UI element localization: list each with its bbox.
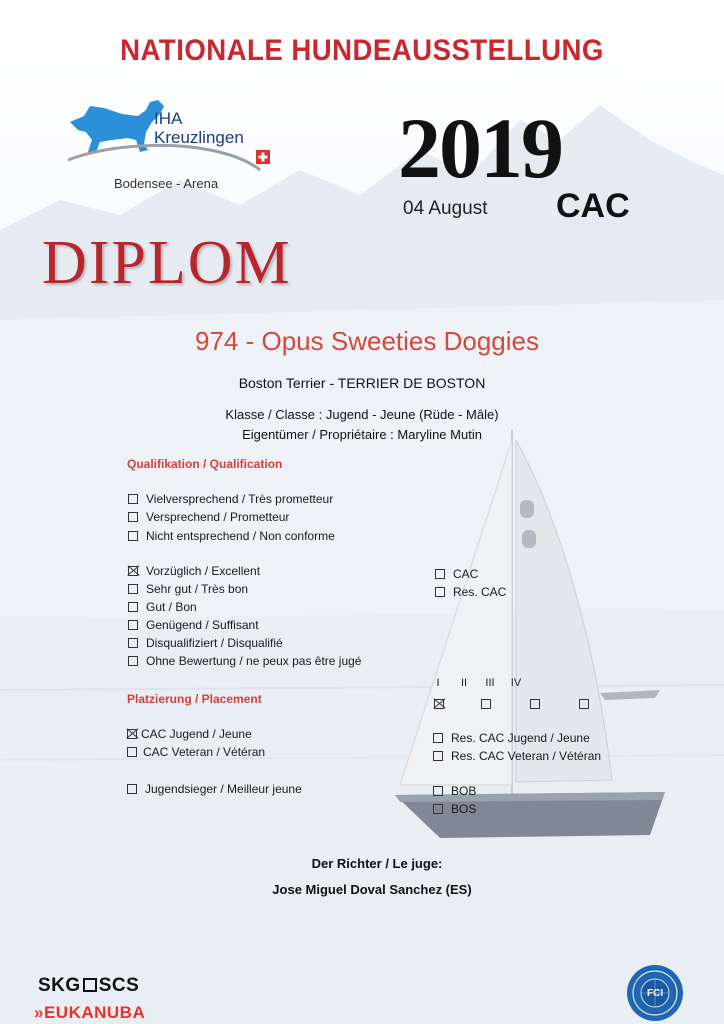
option-vielversprechend[interactable]: Vielversprechend / Très prometteur	[128, 492, 333, 506]
checkbox[interactable]	[435, 587, 445, 597]
option-disqualifiziert[interactable]: Disqualifiziert / Disqualifié	[128, 636, 283, 650]
checkbox-checked[interactable]	[127, 729, 137, 739]
option-gut[interactable]: Gut / Bon	[128, 600, 197, 614]
scs-text: SCS	[98, 975, 140, 996]
dog-name: 974 - Opus Sweeties Doggies	[195, 326, 539, 356]
logo-subtitle: Bodensee - Arena	[114, 176, 219, 191]
dog-class: Klasse / Classe : Jugend - Jeune (Rüde - Mâle)	[225, 407, 499, 422]
checkbox[interactable]	[433, 751, 443, 761]
judge-label: Der Richter / Le juge:	[311, 856, 443, 871]
rank-4-checkbox[interactable]	[579, 699, 589, 709]
option-res-cac[interactable]: Res. CAC	[435, 585, 506, 599]
checkbox[interactable]	[128, 531, 138, 541]
option-genuegend[interactable]: Genügend / Suffisant	[128, 618, 259, 632]
checkbox-checked[interactable]	[128, 566, 138, 576]
option-nicht-entsprechend[interactable]: Nicht entsprechend / Non conforme	[128, 529, 335, 543]
rank-1-checkbox-checked[interactable]	[434, 699, 444, 709]
checkbox[interactable]	[433, 804, 443, 814]
checkbox[interactable]	[128, 584, 138, 594]
rank-label-2: II	[460, 677, 468, 689]
checkbox[interactable]	[128, 512, 138, 522]
checkbox[interactable]	[128, 620, 138, 630]
checkbox[interactable]	[128, 602, 138, 612]
checkbox[interactable]	[433, 786, 443, 796]
option-cac-jugend[interactable]: CAC Jugend / Jeune	[127, 727, 252, 741]
option-ohne-bewertung[interactable]: Ohne Bewertung / ne peux pas être jugé	[128, 654, 361, 668]
skg-scs-emblem-icon	[83, 978, 97, 992]
option-cac-veteran[interactable]: CAC Veteran / Vétéran	[127, 745, 265, 759]
checkbox[interactable]	[128, 656, 138, 666]
diplom-heading: DIPLOM	[42, 229, 292, 297]
checkbox[interactable]	[128, 494, 138, 504]
option-bos[interactable]: BOS	[433, 802, 476, 816]
rank-label-1: I	[436, 677, 440, 689]
option-sehr-gut[interactable]: Sehr gut / Très bon	[128, 582, 248, 596]
fci-text: FCI	[647, 988, 664, 999]
award-type: CAC	[556, 187, 630, 225]
checkbox[interactable]	[127, 784, 137, 794]
skg-scs-logo	[38, 975, 139, 997]
option-vorzueglich[interactable]: Vorzüglich / Excellent	[128, 564, 260, 578]
skg-text: SKG	[38, 975, 81, 996]
rank-label-4: IV	[510, 677, 522, 689]
option-versprechend[interactable]: Versprechend / Prometteur	[128, 510, 289, 524]
option-res-cac-veteran[interactable]: Res. CAC Veteran / Vétéran	[433, 749, 601, 763]
eukanuba-logo: »EUKANUBA	[34, 1003, 146, 1022]
checkbox[interactable]	[433, 733, 443, 743]
logo-text-kreuzlingen: Kreuzlingen	[154, 128, 244, 147]
logo-text-iha: IHA	[154, 109, 183, 128]
checkbox[interactable]	[127, 747, 137, 757]
page-title: NATIONALE HUNDEAUSSTELLUNG	[120, 34, 604, 67]
checkbox[interactable]	[435, 569, 445, 579]
rank-3-checkbox[interactable]	[530, 699, 540, 709]
event-year: 2019	[398, 100, 562, 196]
option-cac[interactable]: CAC	[435, 567, 478, 581]
dog-breed: Boston Terrier - TERRIER DE BOSTON	[238, 375, 486, 391]
dog-owner: Eigentümer / Propriétaire : Maryline Mutin	[242, 427, 482, 442]
placement-heading: Platzierung / Placement	[127, 692, 262, 706]
option-bob[interactable]: BOB	[433, 784, 476, 798]
event-date: 04 August	[403, 198, 488, 219]
option-res-cac-jugend[interactable]: Res. CAC Jugend / Jeune	[433, 731, 590, 745]
qualification-heading: Qualifikation / Qualification	[127, 457, 283, 471]
judge-name: Jose Miguel Doval Sanchez (ES)	[272, 882, 472, 897]
checkbox[interactable]	[128, 638, 138, 648]
rank-2-checkbox[interactable]	[481, 699, 491, 709]
rank-label-3: III	[485, 677, 495, 689]
option-jugendsieger[interactable]: Jugendsieger / Meilleur jeune	[127, 782, 302, 796]
